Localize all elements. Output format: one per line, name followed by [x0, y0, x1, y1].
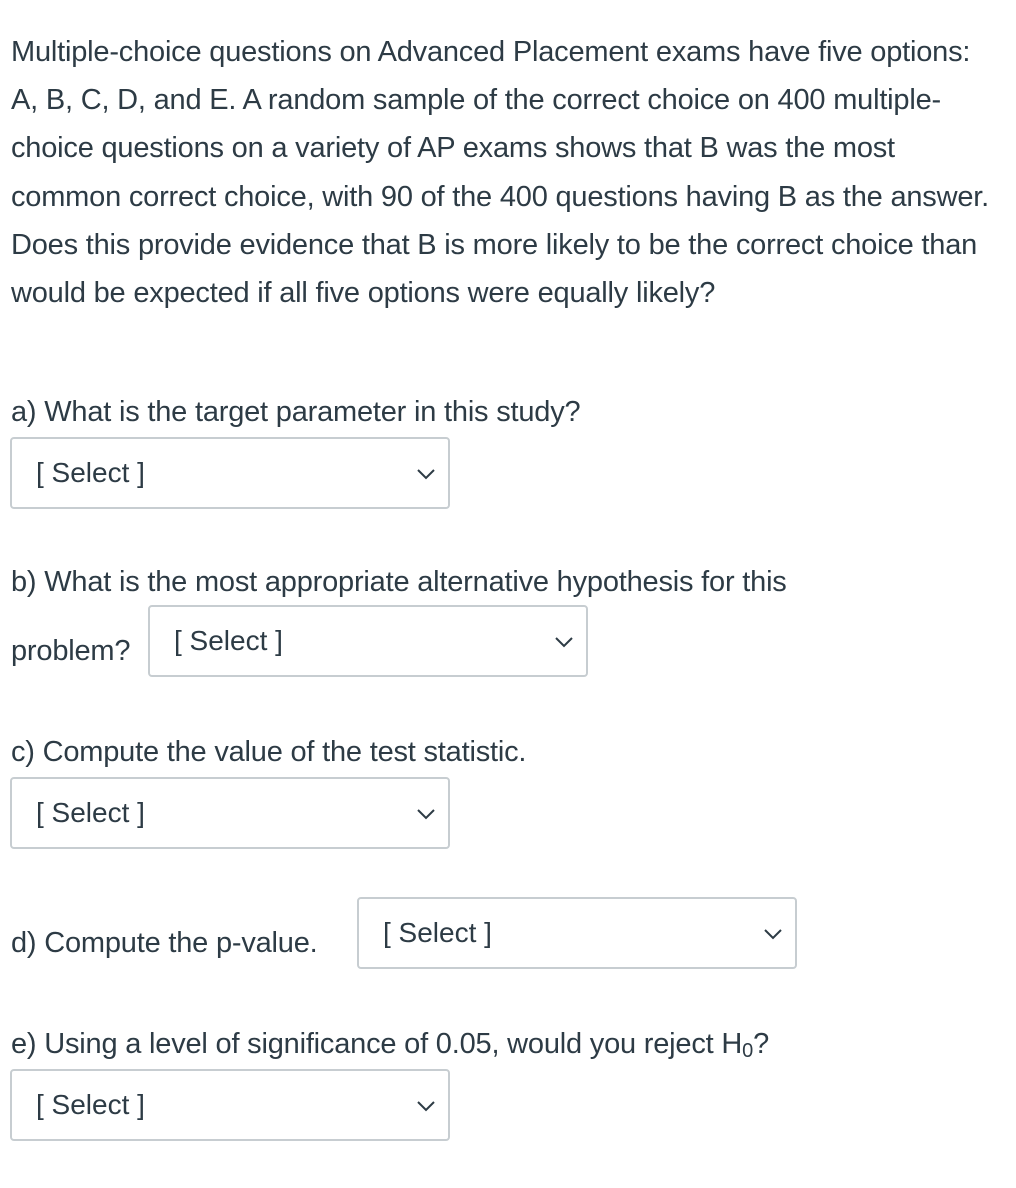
part-d-select-value: [ Select ]	[383, 917, 492, 948]
chevron-down-icon	[416, 467, 436, 481]
question-text: Multiple-choice questions on Advanced Placement exams have five options: A, B, C, D, and E. A random sample of the correct choice on 400 multiple-choice questions on a variety of AP exams shows that B was the most common correct choice, with 90 of the 400 questions having B as the answer. Does this provide evidence that B is more likely to be the correct choice than would be expected if all five options were equally likely?	[11, 36, 989, 310]
chevron-down-icon	[554, 635, 574, 649]
part-c-label: c) Compute the value of the test statistic.	[11, 736, 527, 768]
part-e-select-value: [ Select ]	[36, 1089, 145, 1120]
part-e-label-subscript: 0	[742, 1040, 754, 1062]
part-e-label	[11, 1026, 769, 1069]
part-b-select[interactable]	[148, 605, 588, 677]
part-b-select-value: [ Select ]	[174, 625, 283, 656]
part-e-select[interactable]	[10, 1069, 450, 1141]
part-c-select[interactable]	[10, 777, 450, 849]
part-a-label: a) What is the target parameter in this study?	[11, 396, 581, 428]
part-a-select-value: [ Select ]	[36, 457, 145, 488]
part-c-select-value: [ Select ]	[36, 797, 145, 828]
part-e-label-text: e) Using a level of significance of 0.05, would you reject H	[11, 1028, 743, 1060]
part-b-label: b) What is the most appropriate alternative hypothesis for this	[11, 566, 787, 598]
chevron-down-icon	[763, 927, 783, 941]
part-d-label: d) Compute the p-value.	[11, 927, 318, 959]
part-e-label-suffix: ?	[753, 1028, 769, 1060]
chevron-down-icon	[416, 807, 436, 821]
part-d-select[interactable]	[357, 897, 797, 969]
part-a-select[interactable]	[10, 437, 450, 509]
part-b-label-cont: problem?	[11, 635, 131, 667]
chevron-down-icon	[416, 1099, 436, 1113]
